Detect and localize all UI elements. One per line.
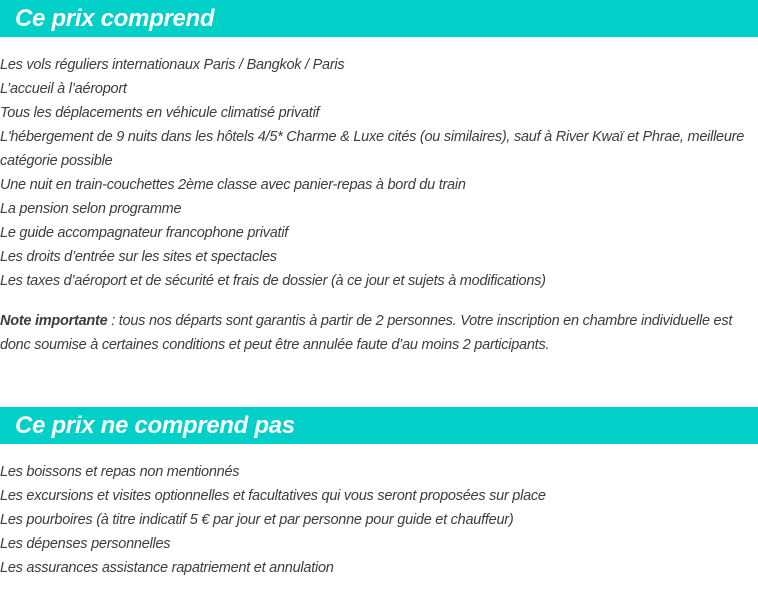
list-item: Les pourboires (à titre indicatif 5 € par jour et par personne pour guide et chauffeur) xyxy=(0,512,514,528)
list-item: Les excursions et visites optionnelles et facultatives qui vous seront proposées sur place xyxy=(0,488,546,504)
included-list xyxy=(0,53,758,293)
included-title: Ce prix comprend xyxy=(15,5,215,32)
included-header xyxy=(0,0,758,37)
list-item: Les assurances assistance rapatriement et annulation xyxy=(0,560,334,576)
list-item: Les vols réguliers internationaux Paris / Bangkok / Paris xyxy=(0,57,345,73)
note-label: Note importante xyxy=(0,313,108,329)
important-note xyxy=(0,309,752,357)
list-item: Les droits d’entrée sur les sites et spectacles xyxy=(0,249,277,265)
excluded-header xyxy=(0,407,758,444)
list-item: L’accueil à l’aéroport xyxy=(0,81,127,97)
note-text: : tous nos départs sont garantis à partir de 2 personnes. Votre inscription en chambre individuelle est donc soumise à certaines conditions et peut être annulée faute d’au moins 2 participants. xyxy=(0,313,733,353)
list-item: Une nuit en train-couchettes 2ème classe avec panier-repas à bord du train xyxy=(0,177,466,193)
excluded-title: Ce prix ne comprend pas xyxy=(15,412,295,439)
excluded-list xyxy=(0,460,758,580)
list-item: Les taxes d’aéroport et de sécurité et frais de dossier (à ce jour et sujets à modifications) xyxy=(0,273,546,289)
list-item: Le guide accompagnateur francophone privatif xyxy=(0,225,289,241)
list-item: L'hébergement de 9 nuits dans les hôtels 4/5* Charme & Luxe cités (ou similaires), sauf à River Kwaï et Phrae, meilleure catégorie possible xyxy=(0,129,745,169)
list-item: Les boissons et repas non mentionnés xyxy=(0,464,240,480)
list-item: Tous les déplacements en véhicule climatisé privatif xyxy=(0,105,320,121)
list-item: Les dépenses personnelles xyxy=(0,536,171,552)
list-item: La pension selon programme xyxy=(0,201,182,217)
